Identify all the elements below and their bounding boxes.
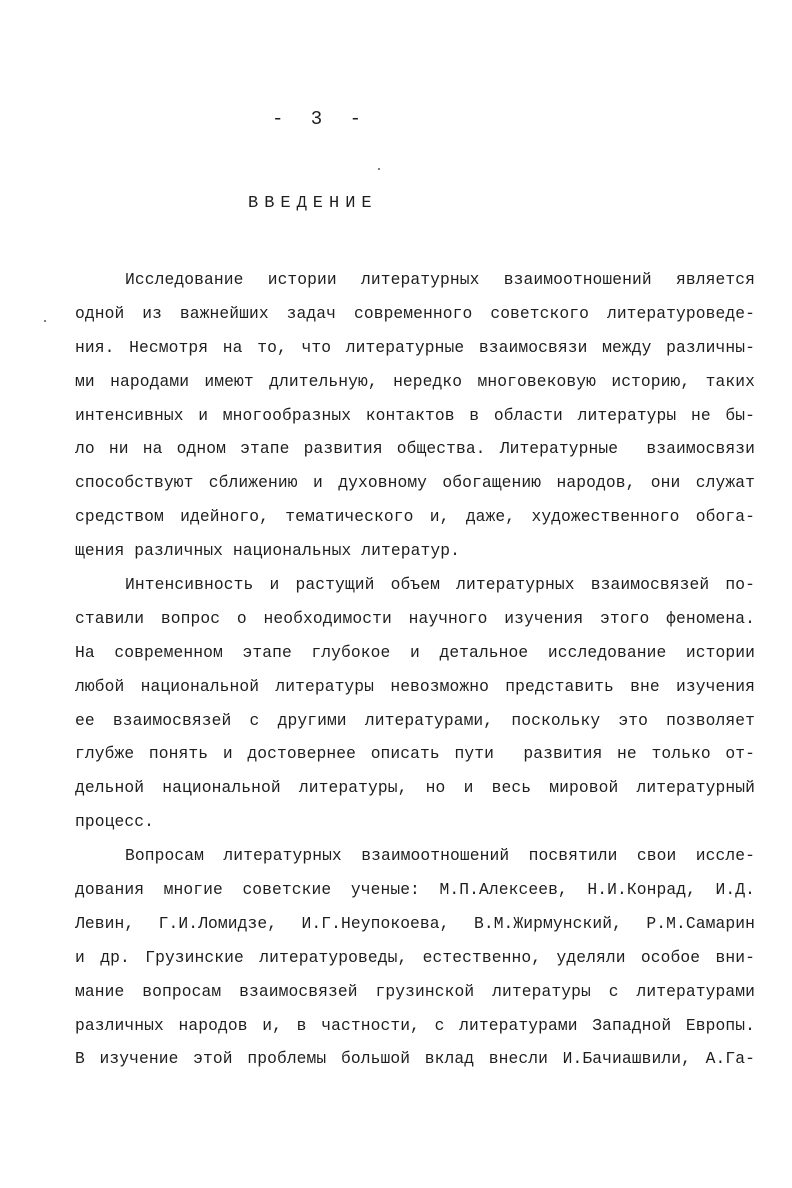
text-line: способствуют сближению и духовному обогащению народов, они служат bbox=[75, 473, 755, 493]
page-number: - 3 - bbox=[272, 108, 370, 130]
paragraph bbox=[75, 571, 755, 842]
text-line: На современном этапе глубокое и детальное исследование истории bbox=[75, 642, 755, 662]
text-line: глубже понять и достовернее описать пути развития не только от- bbox=[75, 744, 755, 764]
text-line: ния. Несмотря на то, что литературные взаимосвязи между различны- bbox=[75, 337, 755, 357]
paragraph bbox=[75, 842, 755, 1079]
body-text bbox=[75, 266, 755, 1079]
text-line: различных народов и, в частности, с литературами Западной Европы. bbox=[75, 1015, 755, 1035]
text-line: ставили вопрос о необходимости научного изучения этого феномена. bbox=[75, 608, 755, 628]
text-line: В изучение этой проблемы большой вклад внесли И.Бачиашвили, А.Га- bbox=[75, 1049, 755, 1069]
text-line: любой национальной литературы невозможно представить вне изучения bbox=[75, 676, 755, 696]
text-line: дования многие советские ученые: М.П.Алексеев, Н.И.Конрад, И.Д. bbox=[75, 880, 755, 900]
text-line: ми народами имеют длительную, нередко многовековую историю, таких bbox=[75, 371, 755, 391]
text-line: Интенсивность и растущий объем литературных взаимосвязей по- bbox=[125, 575, 755, 595]
text-line: и др. Грузинские литературоведы, естественно, уделяли особое вни- bbox=[75, 947, 755, 967]
text-line: Левин, Г.И.Ломидзе, И.Г.Неупокоева, В.М.Жирмунский, Р.М.Самарин bbox=[75, 913, 755, 933]
text-line: Вопросам литературных взаимоотношений посвятили свои иссле- bbox=[125, 846, 755, 866]
text-line: Исследование истории литературных взаимоотношений является bbox=[125, 270, 755, 289]
scan-speck bbox=[378, 168, 380, 170]
text-line: ло ни на одном этапе развития общества. Литературные взаимосвязи bbox=[75, 439, 755, 459]
section-heading: ВВЕДЕНИЕ bbox=[248, 194, 378, 213]
text-line: мание вопросам взаимосвязей грузинской литературы с литературами bbox=[75, 981, 755, 1001]
text-line: ее взаимосвязей с другими литературами, поскольку это позволяет bbox=[75, 710, 755, 730]
text-line: средством идейного, тематического и, даже, художественного обога- bbox=[75, 507, 755, 527]
text-line: процесс. bbox=[75, 812, 154, 832]
text-line: интенсивных и многообразных контактов в области литературы не бы- bbox=[75, 405, 755, 425]
paragraph bbox=[75, 266, 755, 571]
scan-speck bbox=[44, 320, 46, 322]
text-line: дельной национальной литературы, но и весь мировой литературный bbox=[75, 778, 755, 798]
text-line: щения различных национальных литератур. bbox=[75, 541, 460, 561]
text-line: одной из важнейших задач современного советского литературоведе- bbox=[75, 303, 755, 323]
